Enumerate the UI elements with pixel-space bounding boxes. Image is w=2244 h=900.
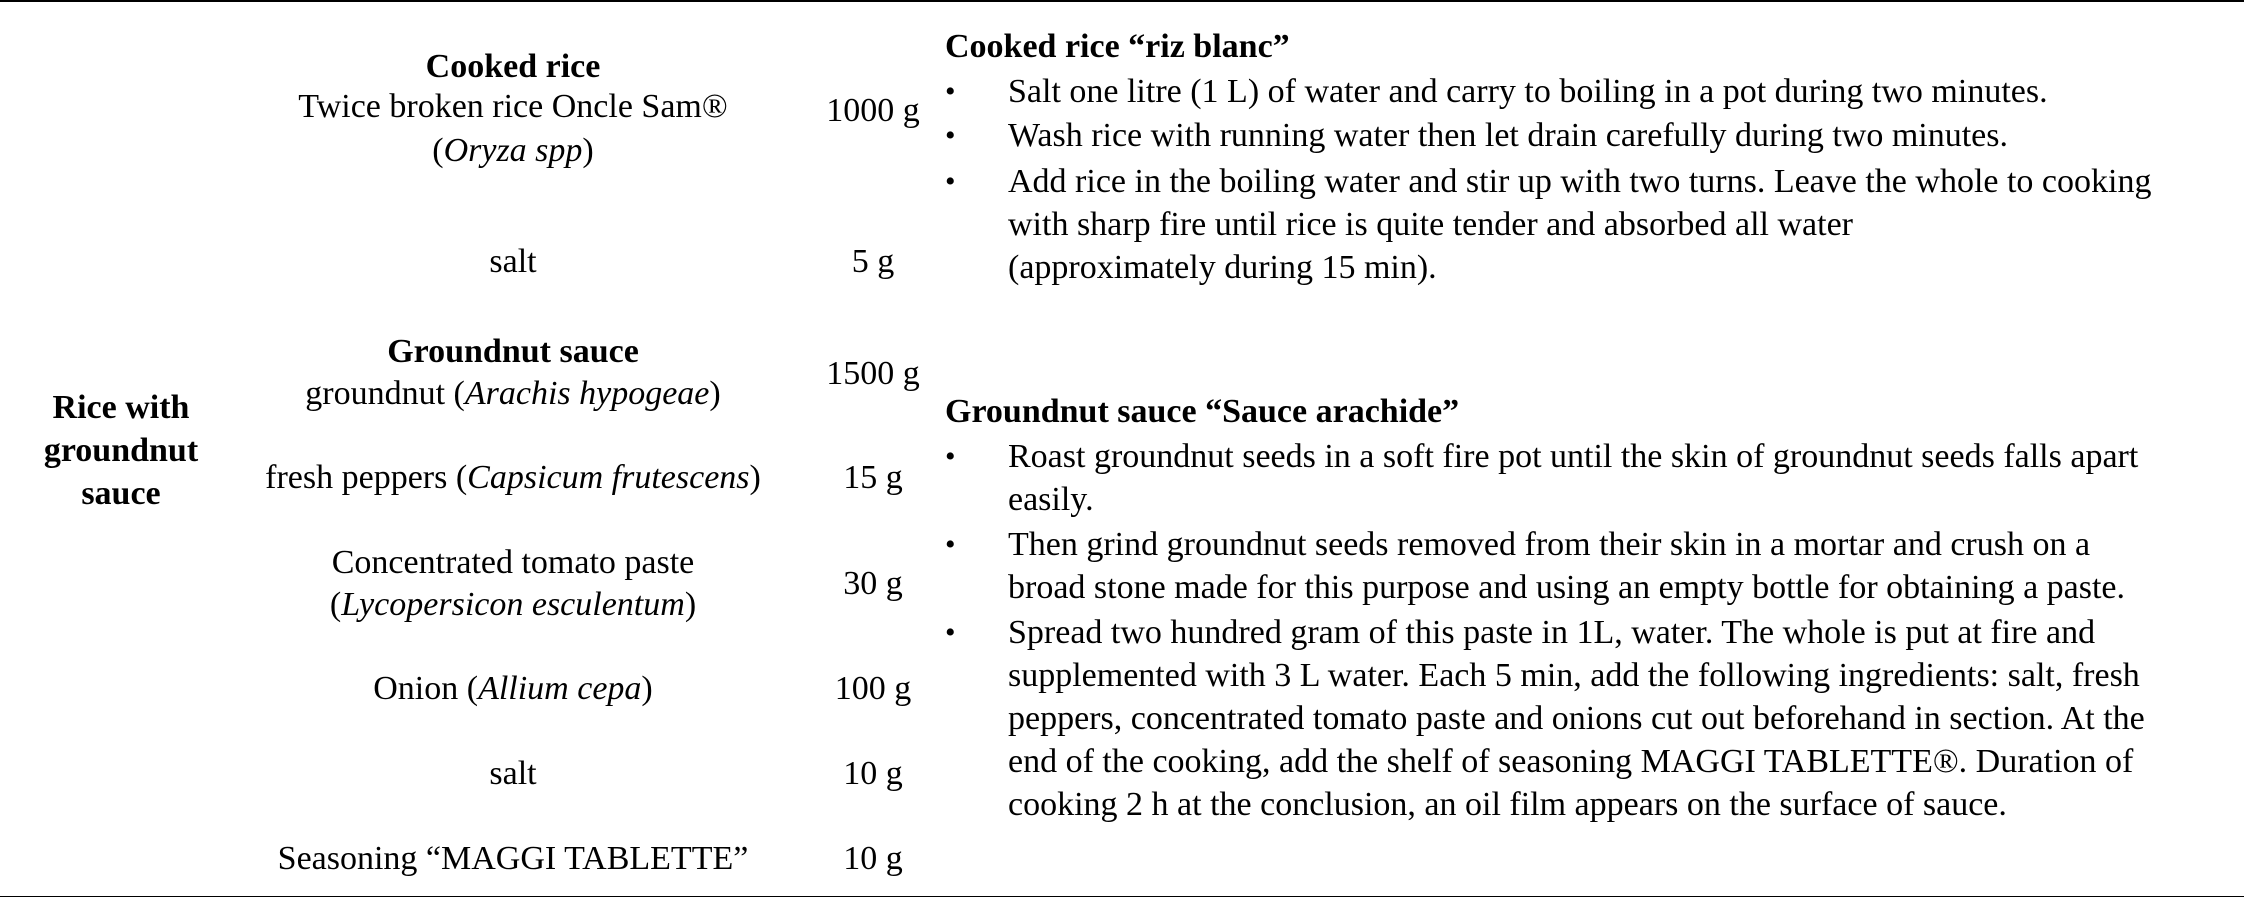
rice-step-3-line-3: (approximately during 15 min). — [1008, 249, 1437, 286]
sauce-step-3-line-3: peppers, concentrated tomato paste and onions cut out beforehand in section. At the — [1008, 700, 2145, 737]
tomato-qty: 30 g — [843, 565, 903, 602]
sauce-step-3-line-2: supplemented with 3 L water. Each 5 min, add the following ingredients: salt, fresh — [1008, 657, 2140, 694]
onion-name: Onion (Allium cepa) — [373, 670, 653, 707]
salt-2-name: salt — [489, 755, 537, 792]
rice-step-2: Wash rice with running water then let drain carefully during two minutes. — [1008, 117, 2008, 154]
tomato-species: (Lycopersicon esculentum) — [329, 586, 697, 623]
cooked-rice-heading: Cooked rice — [425, 48, 601, 85]
bullet-icon: • — [945, 75, 956, 108]
rice-step-1: Salt one litre (1 L) of water and carry to boiling in a pot during two minutes. — [1008, 73, 2048, 110]
bullet-icon: • — [945, 440, 956, 473]
dish-name-line-1: Rice with — [52, 389, 190, 426]
groundnut-name: groundnut (Arachis hypogeae) — [305, 375, 721, 412]
table-bottom-rule — [0, 896, 2244, 897]
rice-qty: 1000 g — [826, 92, 920, 129]
sauce-step-3-line-5: cooking 2 h at the conclusion, an oil film appears on the surface of sauce. — [1008, 786, 2007, 823]
rice-step-3-line-1: Add rice in the boiling water and stir up with two turns. Leave the whole to cooking — [1008, 163, 2152, 200]
peppers-qty: 15 g — [843, 459, 903, 496]
sauce-prep-title: Groundnut sauce “Sauce arachide” — [945, 393, 1460, 430]
sauce-step-1-line-1: Roast groundnut seeds in a soft fire pot until the skin of groundnut seeds falls apart — [1008, 438, 2139, 475]
rice-name: Twice broken rice Oncle Sam® — [298, 88, 728, 125]
dish-name-line-3: sauce — [81, 475, 161, 512]
bullet-icon: • — [945, 616, 956, 649]
dish-name — [0, 386, 242, 515]
sauce-step-1-line-2: easily. — [1008, 481, 1094, 518]
tomato-name: Concentrated tomato paste — [331, 544, 695, 581]
rice-step-3-line-2: with sharp fire until rice is quite tender and absorbed all water — [1008, 206, 1853, 243]
peppers-name: fresh peppers (Capsicum frutescens) — [265, 459, 761, 496]
dish-name-line-2: groundnut — [43, 432, 199, 469]
onion-qty: 100 g — [834, 670, 912, 707]
rice-species: (Oryza spp) — [432, 132, 594, 169]
salt-1-name: salt — [489, 243, 537, 280]
groundnut-qty: 1500 g — [826, 355, 920, 392]
sauce-step-3-line-1: Spread two hundred gram of this paste in 1L, water. The whole is put at fire and — [1008, 614, 2096, 651]
seasoning-qty: 10 g — [843, 840, 903, 877]
bullet-icon: • — [945, 119, 956, 152]
bullet-icon: • — [945, 165, 956, 198]
sauce-step-2-line-2: broad stone made for this purpose and using an empty bottle for obtaining a paste. — [1008, 569, 2126, 606]
table-top-rule — [0, 0, 2244, 2]
groundnut-sauce-heading: Groundnut sauce — [387, 333, 639, 370]
seasoning-name: Seasoning “MAGGI TABLETTE” — [277, 840, 749, 877]
salt-2-qty: 10 g — [843, 755, 903, 792]
sauce-step-3-line-4: end of the cooking, add the shelf of seasoning MAGGI TABLETTE®. Duration of — [1008, 743, 2134, 780]
salt-1-qty: 5 g — [851, 243, 895, 280]
bullet-icon: • — [945, 528, 956, 561]
rice-prep-title: Cooked rice “riz blanc” — [945, 28, 1290, 65]
sauce-step-2-line-1: Then grind groundnut seeds removed from their skin in a mortar and crush on a — [1008, 526, 2091, 563]
